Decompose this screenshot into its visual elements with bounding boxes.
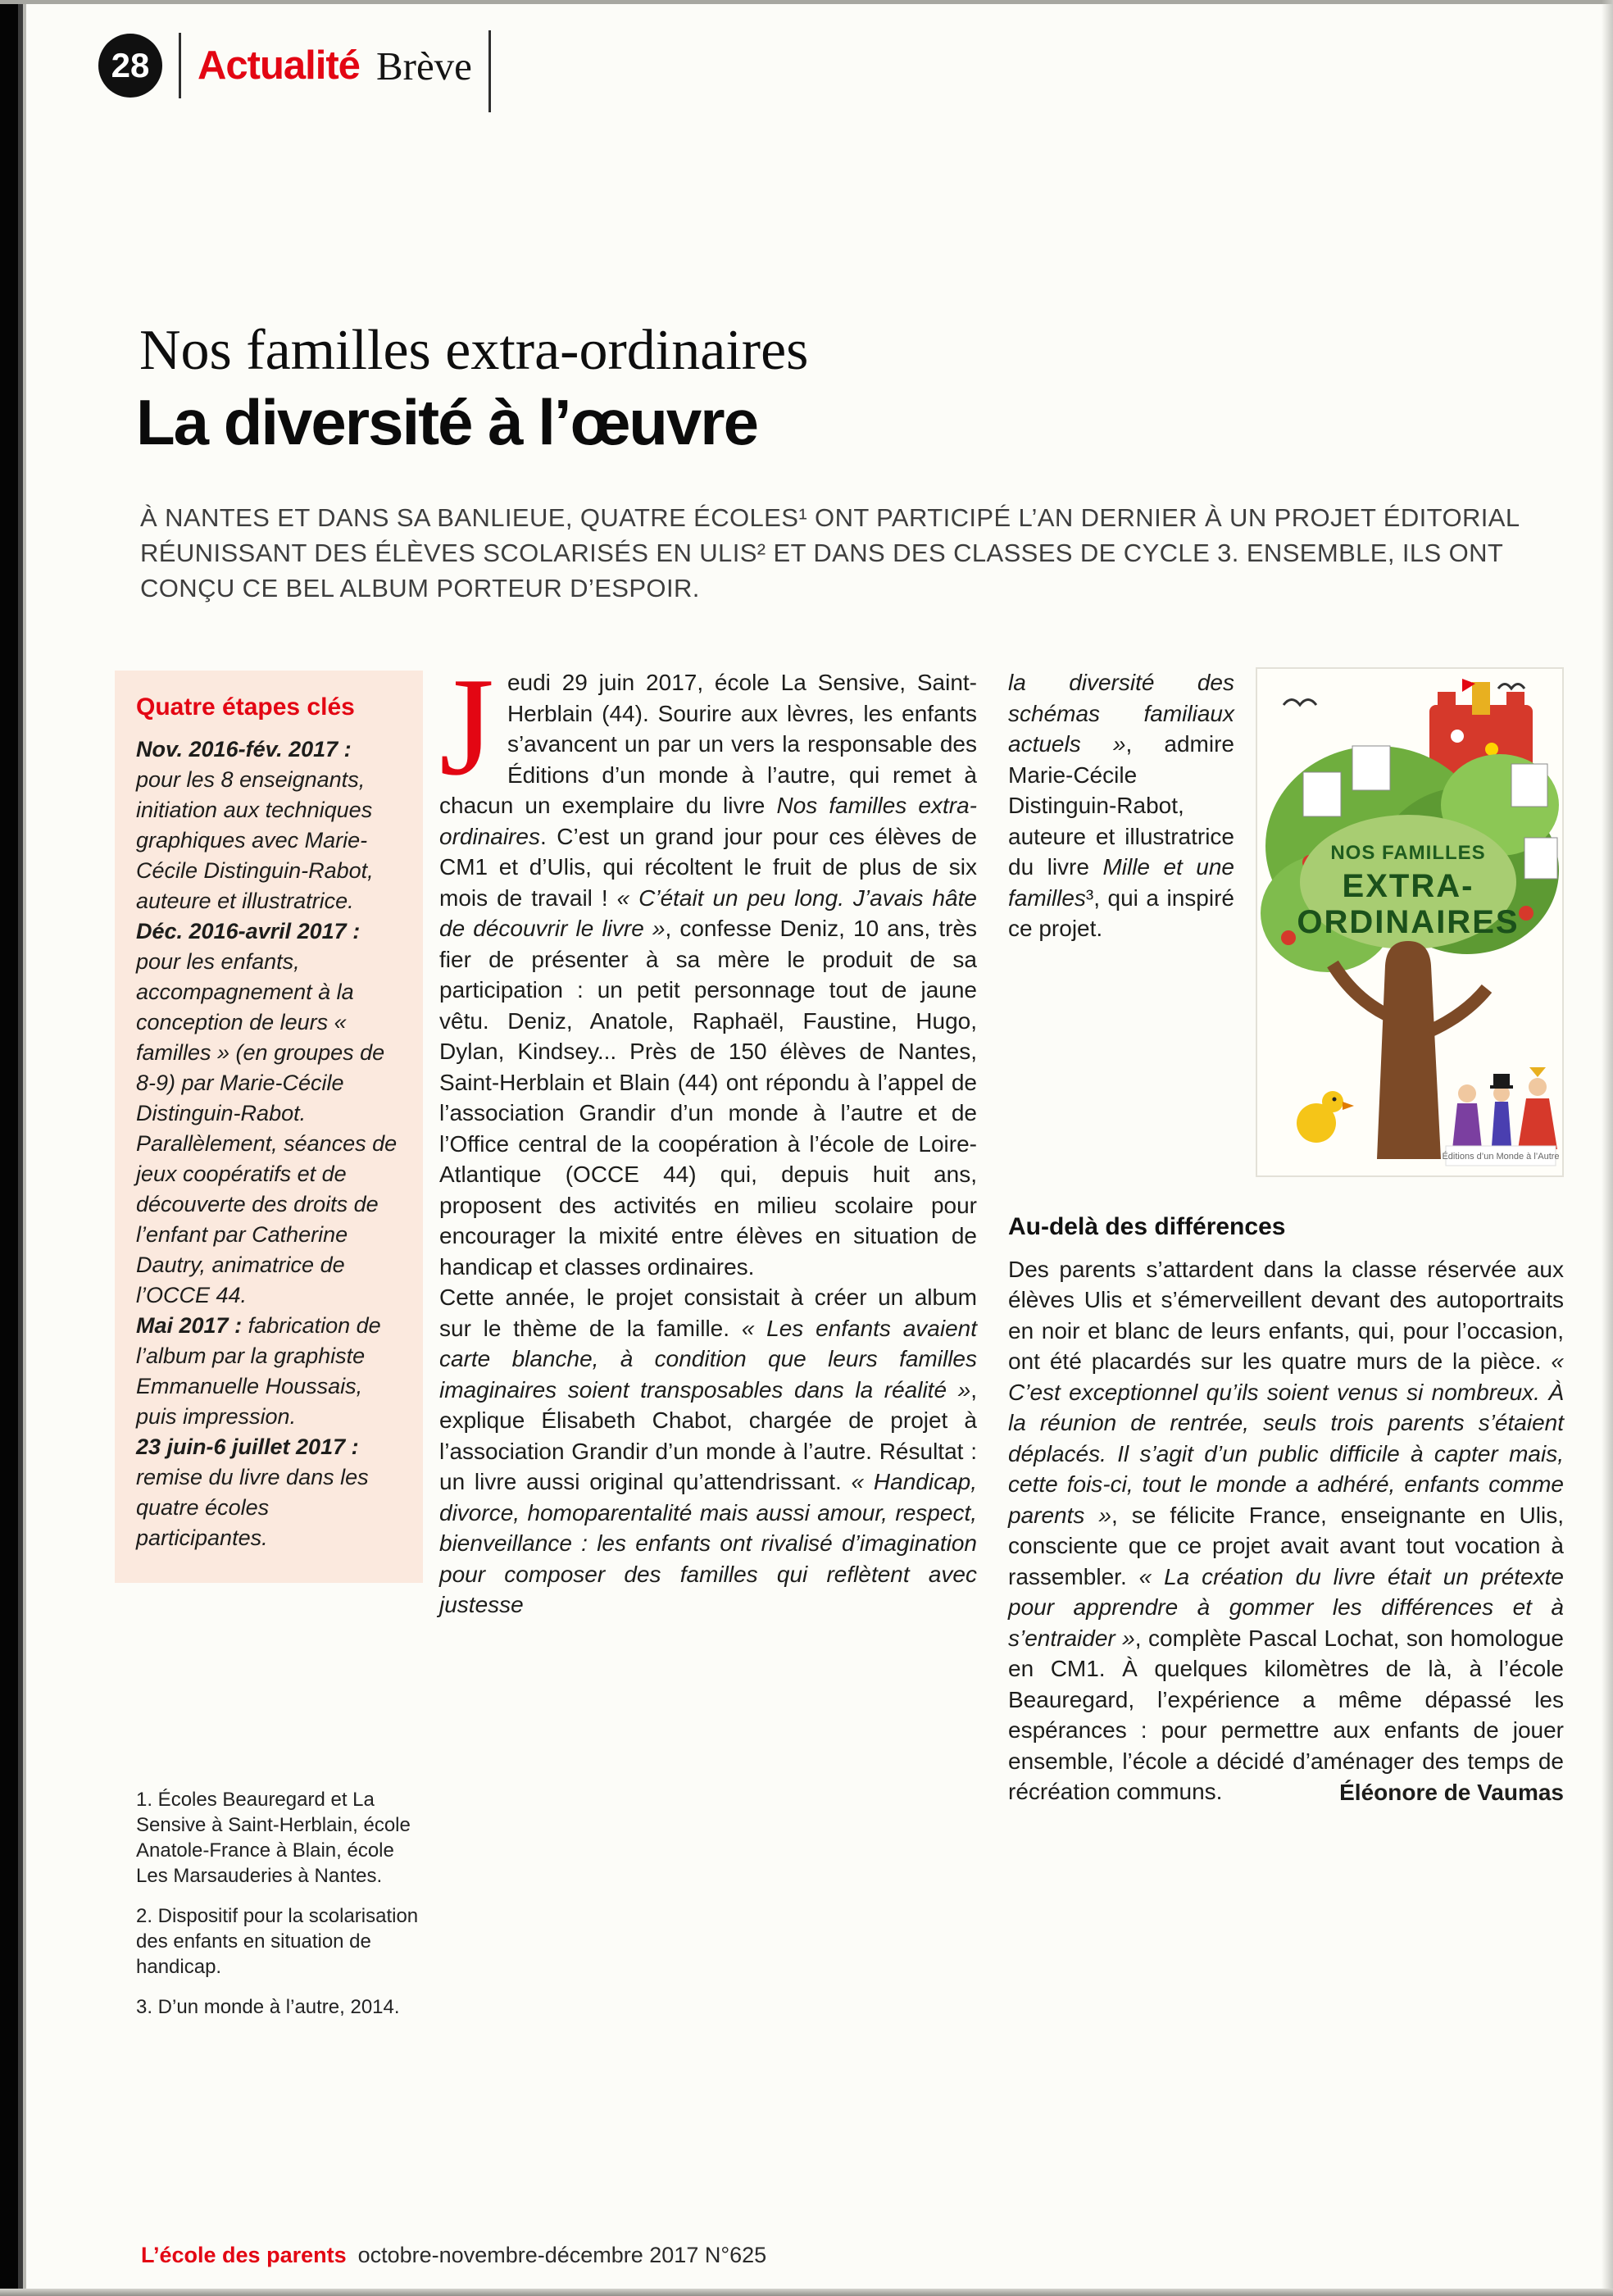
header-divider bbox=[488, 30, 491, 112]
apple-shape bbox=[1519, 906, 1533, 921]
scan-edge-right bbox=[1602, 0, 1613, 2296]
sidebar-title: Quatre étapes clés bbox=[136, 693, 355, 721]
footnotes bbox=[136, 1787, 421, 2035]
page-number: 28 bbox=[98, 34, 162, 98]
article-column-main bbox=[439, 649, 978, 1621]
sidebar-entry: Déc. 2016-avril 2017 : pour les enfants, accompagnement à la conception de leurs « familles » (en groupes de 8-9) par Marie-Cécile Distinguin-Rabot. Parallèlement, séances de jeux coopératifs et de découverte des droits de l’enfant par Catherine Dautry, animatrice de l’OCCE 44. bbox=[136, 919, 398, 1307]
article-column-right bbox=[1008, 667, 1564, 1807]
right-column-top bbox=[1008, 667, 1564, 1177]
magazine-name: L’école des parents bbox=[141, 2243, 347, 2267]
article-title: La diversité à l’œuvre bbox=[136, 386, 757, 458]
crosshead: Au-delà des différences bbox=[1008, 1213, 1286, 1240]
sidebar-entry: Mai 2017 : fabrication de l’album par la graphiste Emmanuelle Houssais, puis impression. bbox=[136, 1313, 381, 1429]
article-kicker: Nos familles extra-ordinaires bbox=[139, 319, 809, 382]
article-paragraph: la diversité des schémas familiaux actuels », admire Marie-Cécile Distinguin-Rabot, auteure et illustratrice du livre Mille et une familles³, qui a inspiré ce projet. bbox=[1008, 670, 1235, 941]
subsection-label: Brève bbox=[375, 43, 472, 89]
book-title-bottom: ORDINAIRES bbox=[1297, 904, 1520, 940]
scan-edge-left bbox=[0, 0, 28, 2296]
byline: Éléonore de Vaumas bbox=[1339, 1779, 1564, 1805]
article-paragraph: Cette année, le projet consistait à créer un album sur le thème de la famille. « Les enfants avaient carte blanche, à condition que leurs familles imaginaires soient transposables dans la réalité », explique Élisabeth Chabot, chargée de projet à l’association Grandir d’un monde à l’autre. Résultat : un livre aussi original qu’attendrissant. « Handicap, divorce, homoparentalité mais aussi amour, respect, bienveillance : les enfants ont rivalisé d’imagination pour composer des familles qui reflètent avec justesse bbox=[439, 1284, 977, 1617]
book-title-top: NOS FAMILLES bbox=[1330, 842, 1486, 864]
scan-edge-top bbox=[0, 0, 1613, 4]
publisher-label: Éditions d’un Monde à l’Autre bbox=[1442, 1152, 1560, 1162]
book-title-mid: EXTRA- bbox=[1342, 868, 1474, 904]
page-header bbox=[98, 31, 507, 100]
sidebar-key-steps-box bbox=[115, 671, 423, 1583]
book-cover-illustration bbox=[1256, 667, 1564, 1177]
apple-shape bbox=[1281, 930, 1296, 945]
article-paragraph: Des parents s’attardent dans la classe réservée aux élèves Ulis et s’émerveillent devant des autoportraits en noir et blanc de leurs enfants, qui, pour l’occasion, ont été placardés sur les quatre murs de la pièce. « C’est exceptionnel qu’ils soient venus si nombreux. À la réunion de rentrée, seuls trois parents s’étaient déplacés. Il s’agit d’un public difficile à capter mais, cette fois-ci, tout le monde a adhéré, enfants comme parents », se félicite France, enseignante en Ulis, consciente que ce projet avait avant tout vocation à rassembler. « La création du livre était un prétexte pour apprendre à gommer les différences et à s’entraider », complète Pascal Lochat, son homologue en CM1. À quelques kilomètres de là, à l’école Beauregard, l’expérience a même dépassé les espérances : pour permettre aux enfants de jouer ensemble, l’école a décidé d’aménager des temps de récréation communs. bbox=[1008, 1256, 1564, 1804]
footnote-2: 2. Dispositif pour la scolarisation des enfants en situation de handicap. bbox=[136, 1905, 419, 1978]
page-footer bbox=[141, 2243, 766, 2268]
sidebar-entry: 23 juin-6 juillet 2017 : remise du livre dans les quatre écoles participantes. bbox=[136, 1434, 369, 1550]
section-label: Actualité bbox=[198, 43, 360, 88]
header-divider bbox=[179, 33, 181, 98]
dropcap: J bbox=[439, 649, 494, 805]
paragraph-text: eudi 29 juin 2017, école La Sensive, Saint-Herblain (44). Sourire aux lèvres, les enfants s’avancent un par un vers la responsable des Éditions d’un monde à l’autre, qui remet à chacun un exemplaire du livre Nos familles extra-ordinaires. C’est un grand jour pour ces élèves de CM1 et d’Ulis, qui récoltent le fruit de plus de six mois de travail ! « C’était un peu long. J’avais hâte de découvrir le livre », confesse Deniz, 10 ans, très fier de présenter à sa mère le produit de sa participation : un petit personnage tout de jaune vêtu. Deniz, Anatole, Raphaël, Faustine, Hugo, Dylan, Kindsey... Près de 150 élèves de Nantes, Saint-Herblain et Blain (44) ont répondu à l’appel de l’association Grandir d’un monde à l’autre et de l’Office central de la coopération à l’école de Loire-Atlantique (OCCE 44) qui, depuis huit ans, proposent des activités en milieu scolaire pour encourager la mixité entre élèves en situation de handicap et classes ordinaires. bbox=[439, 670, 978, 1280]
scan-edge-bottom bbox=[0, 2289, 1613, 2296]
article-standfirst: À NANTES ET DANS SA BANLIEUE, QUATRE ÉCOLES¹ ONT PARTICIPÉ L’AN DERNIER À UN PROJET ÉDITORIAL RÉUNISSANT DES ÉLÈVES SCOLARISÉS EN ULIS² ET DANS DES CLASSES DE CYCLE 3. ENSEMBLE, ILS ONT CONÇU CE BEL ALBUM PORTEUR D’ESPOIR. bbox=[140, 503, 1520, 602]
footnote-3: 3. D’un monde à l’autre, 2014. bbox=[136, 1996, 400, 2018]
footnote-1: 1. Écoles Beauregard et La Sensive à Saint-Herblain, école Anatole-France à Blain, école Les Marsauderies à Nantes. bbox=[136, 1789, 411, 1887]
article-paragraph bbox=[439, 649, 978, 1282]
issue-info: octobre-novembre-décembre 2017 N°625 bbox=[357, 2243, 767, 2267]
sidebar-entry: Nov. 2016-fév. 2017 : pour les 8 enseignants, initiation aux techniques graphiques avec Marie-Cécile Distinguin-Rabot, auteure et illustratrice. bbox=[136, 737, 374, 913]
